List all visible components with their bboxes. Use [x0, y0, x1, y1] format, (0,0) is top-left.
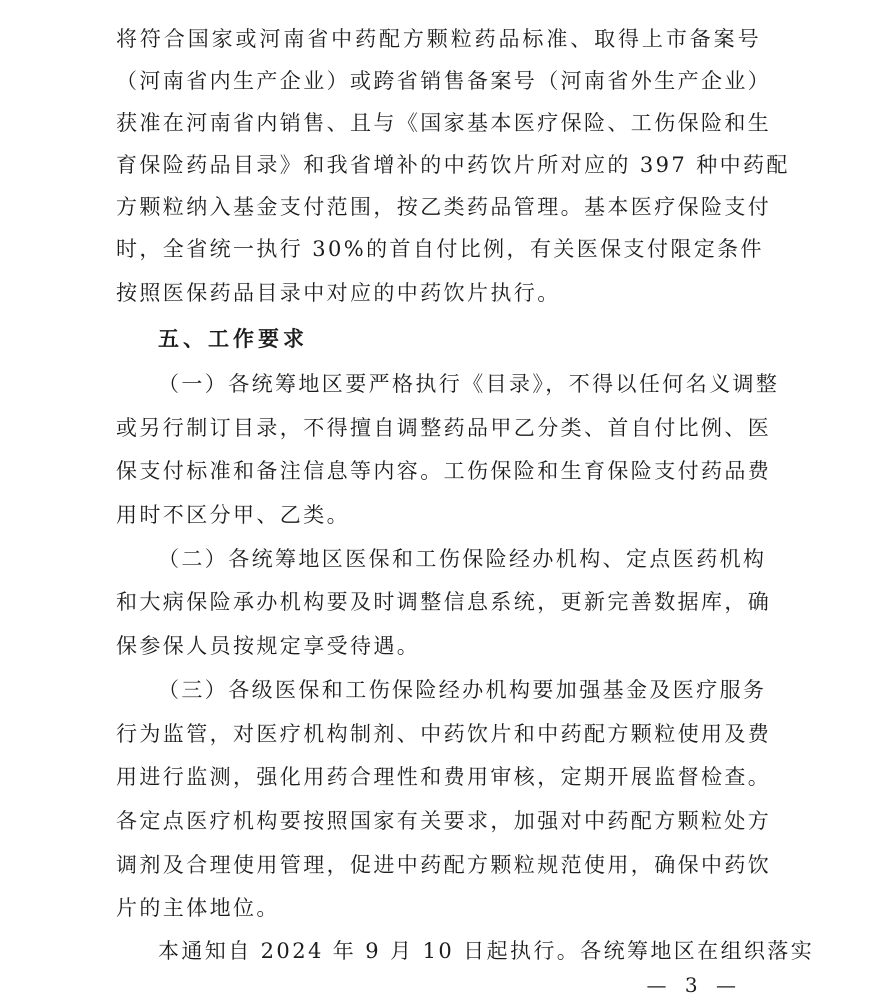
text-line: 按照医保药品目录中对应的中药饮片执行。 [116, 281, 561, 305]
text-line: 和大病保险承办机构要及时调整信息系统，更新完善数据库，确 [116, 590, 772, 614]
text-line: 本通知自 2024 年 9 月 10 日起执行。各统筹地区在组织落实 [158, 939, 815, 963]
text-line: 或另行制订目录，不得擅自调整药品甲乙分类、首自付比例、医 [116, 416, 772, 440]
text-line: （一）各统筹地区要严格执行《目录》，不得以任何名义调整 [158, 372, 780, 396]
text-line: 保支付标准和备注信息等内容。工伤保险和生育保险支付药品费 [116, 459, 772, 483]
text-line: 时，全省统一执行 30%的首自付比例，有关医保支付限定条件 [116, 237, 764, 261]
text-line: 各定点医疗机构要按照国家有关要求，加强对中药配方颗粒处方 [116, 809, 772, 833]
text-line: 用进行监测，强化用药合理性和费用审核，定期开展监督检查。 [116, 765, 772, 789]
text-line: 行为监管，对医疗机构制剂、中药饮片和中药配方颗粒使用及费 [116, 722, 772, 746]
text-line: 保参保人员按规定享受待遇。 [116, 634, 421, 658]
section-heading: 五、工作要求 [158, 327, 308, 351]
page-number: — 3 — [646, 973, 742, 997]
text-line: 片的主体地位。 [116, 896, 280, 920]
text-line: （河南省内生产企业）或跨省销售备案号（河南省外生产企业） [116, 69, 772, 93]
text-line: 用时不区分甲、乙类。 [116, 503, 350, 527]
text-line: 调剂及合理使用管理，促进中药配方颗粒规范使用，确保中药饮 [116, 853, 772, 877]
text-line: （二）各统筹地区医保和工伤保险经办机构、定点医药机构 [158, 547, 767, 571]
text-line: （三）各级医保和工伤保险经办机构要加强基金及医疗服务 [158, 678, 767, 702]
text-line: 获准在河南省内销售、且与《国家基本医疗保险、工伤保险和生 [116, 111, 772, 135]
text-line: 方颗粒纳入基金支付范围，按乙类药品管理。基本医疗保险支付 [116, 195, 772, 219]
text-line: 育保险药品目录》和我省增补的中药饮片所对应的 397 种中药配 [116, 153, 790, 177]
text-line: 将符合国家或河南省中药配方颗粒药品标准、取得上市备案号 [116, 27, 761, 51]
